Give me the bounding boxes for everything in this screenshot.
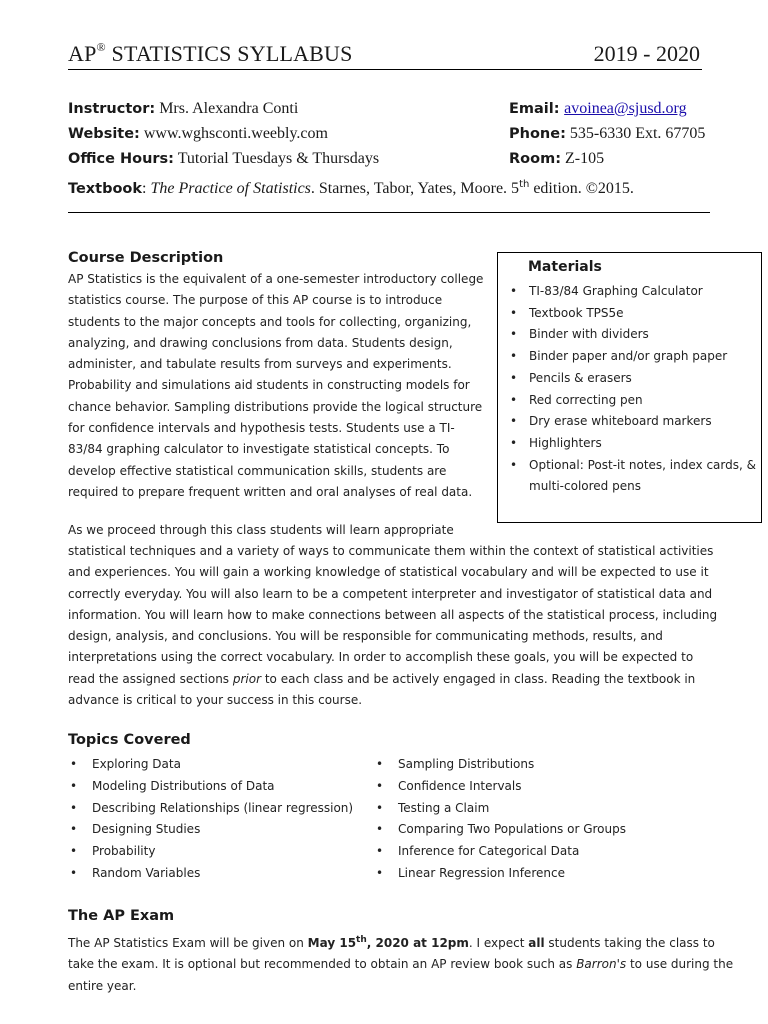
phone-value: 535-6330 Ext. 67705	[565, 125, 706, 142]
website-label: Website:	[68, 126, 140, 142]
divider-line	[68, 212, 710, 213]
phone-label: Phone:	[509, 126, 566, 142]
materials-item: • Pencils & erasers	[506, 368, 756, 390]
materials-item: • Red correcting pen	[506, 390, 756, 412]
room-line	[509, 146, 604, 172]
course-description-heading: Course Description	[68, 250, 224, 266]
exam-book-title: Barron's	[576, 957, 627, 972]
textbook-label: Textbook	[68, 180, 143, 197]
ap-exam-heading: The AP Exam	[68, 908, 175, 924]
topic-item: • Probability	[68, 841, 368, 863]
website-value: www.wghsconti.weebly.com	[139, 125, 328, 142]
website-line	[68, 121, 328, 147]
ap-exam-paragraph	[68, 930, 736, 997]
textbook-edition: edition. ©2015.	[529, 179, 634, 197]
textbook-line	[68, 172, 634, 202]
room-label: Room:	[509, 151, 561, 167]
topics-list-left	[68, 754, 368, 885]
topic-item: • Describing Relationships (linear regression)	[68, 798, 368, 820]
materials-item: • TI-83/84 Graphing Calculator	[506, 281, 756, 303]
instructor-value: Mrs. Alexandra Conti	[155, 100, 299, 117]
materials-item: • Highlighters	[506, 433, 756, 455]
office-hours-line	[68, 146, 379, 172]
title-row	[68, 41, 702, 70]
exam-date-sup: th	[356, 935, 367, 945]
materials-item: • Optional: Post-it notes, index cards, & multi-colored pens	[506, 455, 756, 498]
exam-date-b: , 2020 at 12pm	[366, 936, 469, 950]
topic-item: • Modeling Distributions of Data	[68, 776, 368, 798]
materials-heading: Materials	[528, 259, 602, 275]
topic-item: • Comparing Two Populations or Groups	[374, 819, 704, 841]
instructor-line	[68, 96, 298, 122]
textbook-title: The Practice of Statistics	[150, 179, 311, 197]
topic-item: • Sampling Distributions	[374, 754, 704, 776]
topic-item: • Exploring Data	[68, 754, 368, 776]
email-label: Email:	[509, 101, 560, 117]
learning-paragraph-text-b: to each class and be actively engaged in class. Reading the textbook in advance is critical to your success in this course.	[68, 671, 696, 708]
materials-box	[497, 252, 762, 523]
materials-item: • Binder paper and/or graph paper	[506, 346, 756, 368]
phone-line	[509, 121, 705, 147]
document-title	[68, 41, 353, 67]
exam-text-a: The AP Statistics Exam will be given on	[68, 936, 308, 950]
textbook-colon: :	[142, 179, 151, 197]
learning-paragraph-first-line: As we proceed through this class students will learn appropriate	[68, 523, 454, 537]
title-rest: STATISTICS SYLLABUS	[105, 41, 353, 66]
topic-item: • Inference for Categorical Data	[374, 841, 704, 863]
learning-paragraph-emphasis: prior	[232, 671, 262, 686]
email-line	[509, 96, 687, 122]
instructor-label: Instructor:	[68, 101, 156, 117]
topics-list-right	[374, 754, 704, 885]
learning-paragraph-text-a: statistical techniques and a variety of ways to communicate them within the context of statistical activities and experiences. You will gain a working knowledge of statistical vocabulary and will be expected to use it correctly everyday. You will also learn to be a competent interpreter and investigator of statistical data and information. You will learn how to make connections between all aspects of the statistical process, including design, analysis, and conclusions. You will be responsible for communicating methods, results, and interpretations using the correct vocabulary. In order to accomplish these goals, you will be expected to read the assigned sections	[68, 544, 718, 686]
room-value: Z-105	[561, 150, 605, 167]
textbook-authors: . Starnes, Tabor, Yates, Moore. 5	[310, 179, 520, 197]
topic-item: • Testing a Claim	[374, 798, 704, 820]
email-link[interactable]: avoinea@sjusd.org	[564, 100, 687, 117]
exam-text-c: students taking the class to take the exam. It is optional but recommended to obtain an AP review book such as	[68, 936, 715, 972]
exam-text-b: . I expect	[468, 936, 529, 950]
school-year: 2019 - 2020	[593, 41, 700, 66]
exam-text-d: to use during the entire year.	[68, 957, 734, 993]
materials-list	[506, 281, 756, 498]
topic-item: • Confidence Intervals	[374, 776, 704, 798]
materials-item: • Textbook TPS5e	[506, 303, 756, 325]
materials-item: • Dry erase whiteboard markers	[506, 411, 756, 433]
registered-mark: ®	[96, 39, 106, 54]
exam-date	[308, 936, 469, 950]
textbook-edition-sup: th	[519, 179, 530, 190]
topic-item: • Designing Studies	[68, 819, 368, 841]
office-hours-label: Office Hours:	[68, 151, 174, 167]
exam-date-a: May 15	[307, 936, 357, 950]
materials-item: • Binder with dividers	[506, 324, 756, 346]
exam-all: all	[528, 936, 545, 950]
learning-paragraph	[68, 541, 720, 711]
title-prefix: AP	[68, 41, 97, 66]
topic-item: • Linear Regression Inference	[374, 863, 704, 885]
course-description-paragraph: AP Statistics is the equivalent of a one-semester introductory college statistics course. The purpose of this AP course is to introduce students to the major concepts and tools for collecting, organizing, analyzing, and drawing conclusions from data. Students design, administer, and tabulate results from surveys and experiments. Probability and simulations aid students in constructing models for chance behavior. Sampling distributions provide the logical structure for confidence intervals and hypothesis tests. Students use a TI-83/84 graphing calculator to investigate statistical concepts. To develop effective statistical communication skills, students are required to prepare frequent written and oral analyses of real data.	[68, 272, 484, 499]
topic-item: • Random Variables	[68, 863, 368, 885]
office-hours-value: Tutorial Tuesdays & Thursdays	[173, 150, 380, 167]
topics-heading: Topics Covered	[68, 732, 191, 748]
